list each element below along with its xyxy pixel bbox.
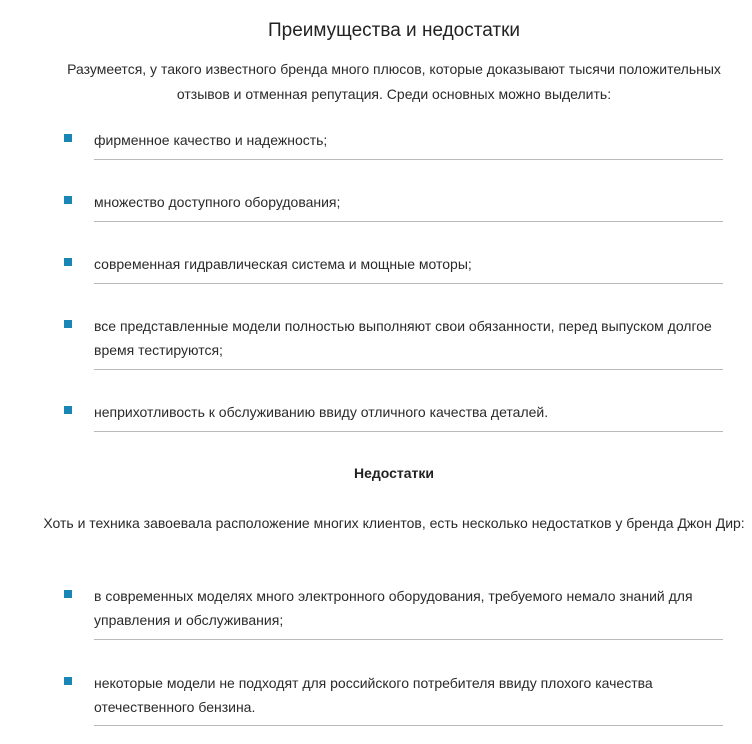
square-bullet-icon xyxy=(64,406,72,414)
item-divider xyxy=(94,639,723,640)
square-bullet-icon xyxy=(64,320,72,328)
square-bullet-icon xyxy=(64,134,72,142)
cons-intro: Хоть и техника завоевала расположение многих клиентов, есть несколько недостатков у бренда Джон Дир: xyxy=(43,515,745,531)
item-divider xyxy=(94,725,723,726)
pros-item-text: множество доступного оборудования; xyxy=(94,194,341,210)
pros-item-text: современная гидравлическая система и мощные моторы; xyxy=(94,256,472,272)
section-title: Преимущества и недостатки xyxy=(267,20,521,41)
item-divider xyxy=(94,221,723,222)
cons-heading: Недостатки xyxy=(353,465,435,481)
item-divider xyxy=(94,159,723,160)
square-bullet-icon xyxy=(64,196,72,204)
cons-item-text: в современных моделях много электронного оборудования, требуемого немало знаний для управления и обслуживания; xyxy=(94,588,693,628)
item-divider xyxy=(94,431,723,432)
cons-item-text: некоторые модели не подходят для российского потребителя ввиду плохого качества отечественного бензина. xyxy=(94,675,653,715)
item-divider xyxy=(94,283,723,284)
pros-intro: Разумеется, у такого известного бренда много плюсов, которые доказывают тысячи положительных отзывов и отменная репутация. Среди основных можно выделить: xyxy=(67,61,721,102)
item-divider xyxy=(94,369,723,370)
square-bullet-icon xyxy=(64,677,72,685)
pros-item-text: фирменное качество и надежность; xyxy=(94,132,328,148)
square-bullet-icon xyxy=(64,590,72,598)
square-bullet-icon xyxy=(64,258,72,266)
pros-item-text: все представленные модели полностью выполняют свои обязанности, перед выпуском долгое время тестируются; xyxy=(94,318,712,358)
pros-item-text: неприхотливость к обслуживанию ввиду отличного качества деталей. xyxy=(94,404,549,420)
